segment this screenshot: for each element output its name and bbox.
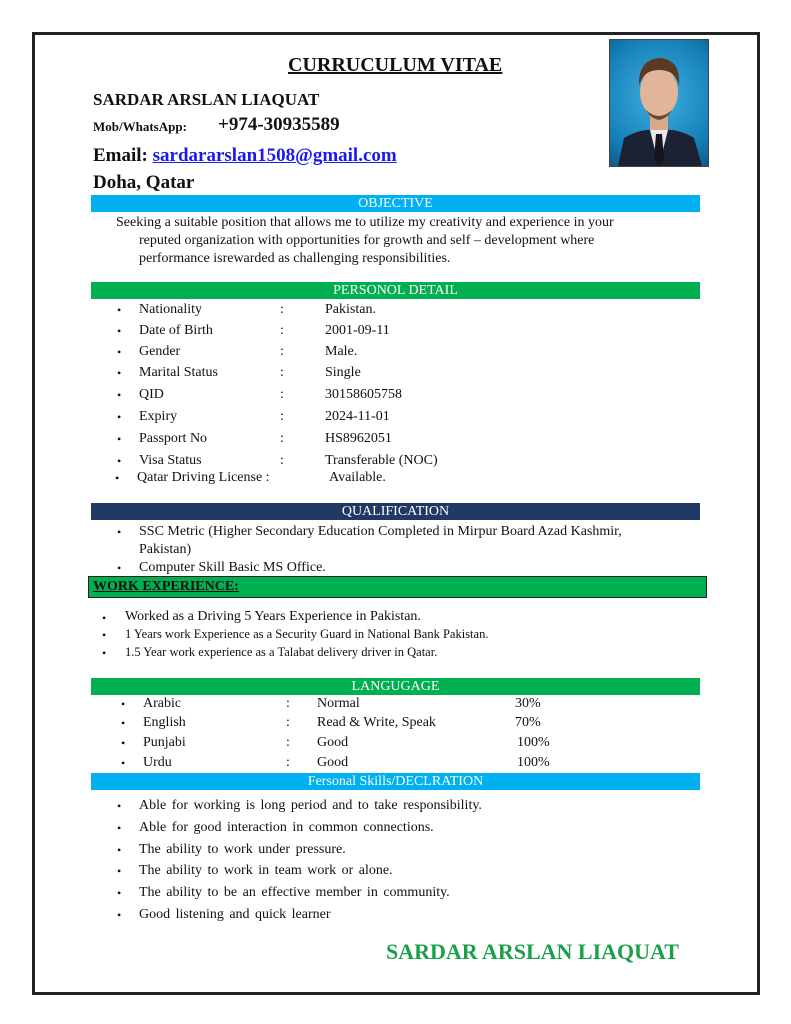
location: Doha, Qatar	[93, 172, 195, 193]
personal-value: 30158605758	[325, 387, 402, 402]
email-row	[93, 146, 397, 165]
skill-item: The ability to be an effective member in community.	[139, 885, 450, 900]
email-link[interactable]: sardararslan1508@gmail.com	[152, 145, 397, 166]
language-name: Urdu	[143, 755, 172, 770]
qualification-item-cont: Pakistan)	[139, 542, 192, 557]
personal-label: Gender	[139, 344, 181, 359]
colon: :	[280, 323, 284, 338]
bullet-icon: •	[102, 628, 107, 642]
phone-number: +974-30935589	[218, 114, 340, 135]
colon: :	[280, 431, 284, 446]
bullet-icon: •	[117, 345, 122, 359]
skill-item: Good listening and quick learner	[139, 907, 331, 922]
personal-value: HS8962051	[325, 431, 392, 446]
colon: :	[280, 387, 284, 402]
colon: :	[280, 453, 284, 468]
colon: :	[286, 715, 290, 730]
skill-item: The ability to work under pressure.	[139, 842, 346, 857]
skill-item: The ability to work in team work or alone.	[139, 863, 393, 878]
language-heading: LANGUGAGE	[91, 678, 700, 695]
mob-label: Mob/WhatsApp:	[93, 119, 187, 134]
profile-photo	[609, 39, 709, 167]
personal-value: Available.	[329, 470, 386, 485]
bullet-icon: •	[117, 843, 122, 857]
personal-label: Expiry	[139, 409, 178, 424]
objective-heading: OBJECTIVE	[91, 195, 700, 212]
personal-value: 2001-09-11	[325, 323, 390, 338]
language-percent: 30%	[515, 696, 541, 711]
bullet-icon: •	[102, 611, 107, 625]
work-experience-heading: WORK EXPERIENCE:	[93, 579, 239, 594]
language-percent: 100%	[517, 755, 550, 770]
personal-value: Male.	[325, 344, 358, 359]
bullet-icon: •	[117, 324, 122, 338]
skill-item: Able for good interaction in common connections.	[139, 820, 434, 835]
language-level: Normal	[317, 696, 360, 711]
language-level: Good	[317, 735, 349, 750]
personal-label: Nationality	[139, 302, 202, 317]
bullet-icon: •	[117, 388, 122, 402]
bullet-icon: •	[117, 410, 122, 424]
email-label: Email:	[93, 145, 148, 166]
footer-name: SARDAR ARSLAN LIAQUAT	[386, 939, 679, 964]
page-title: CURRUCULUM VITAE	[288, 54, 503, 76]
bullet-icon: •	[117, 799, 122, 813]
personal-value: Single	[325, 365, 361, 380]
personal-value: 2024-11-01	[325, 409, 390, 424]
bullet-icon: •	[117, 908, 122, 922]
skill-item: Able for working is long period and to take responsibility.	[139, 798, 482, 813]
personal-label: Visa Status	[139, 453, 202, 468]
personal-label: Passport No	[139, 431, 208, 446]
person-photo-icon	[610, 40, 708, 166]
objective-line: reputed organization with opportunities for growth and self – development where	[139, 233, 595, 248]
bullet-icon: •	[117, 454, 122, 468]
candidate-name: SARDAR ARSLAN LIAQUAT	[93, 90, 320, 109]
qualification-item: Computer Skill Basic MS Office.	[139, 560, 326, 575]
colon: :	[286, 696, 290, 711]
objective-line: Seeking a suitable position that allows me to utilize my creativity and experience in your	[116, 215, 614, 230]
work-item: Worked as a Driving 5 Years Experience in Pakistan.	[125, 609, 421, 624]
colon: :	[280, 409, 284, 424]
colon: :	[286, 735, 290, 750]
work-item: 1.5 Year work experience as a Talabat delivery driver in Qatar.	[125, 645, 438, 659]
bullet-icon: •	[117, 864, 122, 878]
colon: :	[280, 344, 284, 359]
bullet-icon: •	[121, 736, 126, 750]
bullet-icon: •	[117, 366, 122, 380]
language-name: Punjabi	[143, 735, 186, 750]
language-name: Arabic	[143, 696, 182, 711]
bullet-icon: •	[117, 821, 122, 835]
language-percent: 70%	[515, 715, 541, 730]
language-level: Good	[317, 755, 349, 770]
bullet-icon: •	[117, 561, 122, 575]
bullet-icon: •	[102, 646, 107, 660]
bullet-icon: •	[117, 886, 122, 900]
bullet-icon: •	[117, 303, 122, 317]
colon: :	[280, 365, 284, 380]
skills-heading: Fersonal Skills/DECLRATION	[91, 773, 700, 790]
personal-label: Qatar Driving License :	[137, 470, 270, 485]
personal-label: Date of Birth	[139, 323, 213, 338]
bullet-icon: •	[121, 716, 126, 730]
colon: :	[286, 755, 290, 770]
bullet-icon: •	[121, 697, 126, 711]
objective-line: performance isrewarded as challenging responsibilities.	[139, 251, 451, 266]
qualification-item: SSC Metric (Higher Secondary Education Completed in Mirpur Board Azad Kashmir,	[139, 524, 622, 539]
work-experience-heading-bar	[88, 576, 707, 598]
language-level: Read & Write, Speak	[317, 715, 436, 730]
personal-label: QID	[139, 387, 164, 402]
work-item: 1 Years work Experience as a Security Guard in National Bank Pakistan.	[125, 627, 489, 641]
bullet-icon: •	[115, 471, 120, 485]
personal-label: Marital Status	[139, 365, 218, 380]
language-name: English	[143, 715, 186, 730]
colon: :	[280, 302, 284, 317]
bullet-icon: •	[117, 525, 122, 539]
personal-detail-heading: PERSONOL DETAIL	[91, 282, 700, 299]
bullet-icon: •	[117, 432, 122, 446]
personal-value: Pakistan.	[325, 302, 376, 317]
bullet-icon: •	[121, 756, 126, 770]
qualification-heading: QUALIFICATION	[91, 503, 700, 520]
language-percent: 100%	[517, 735, 550, 750]
personal-value: Transferable (NOC)	[325, 453, 438, 468]
